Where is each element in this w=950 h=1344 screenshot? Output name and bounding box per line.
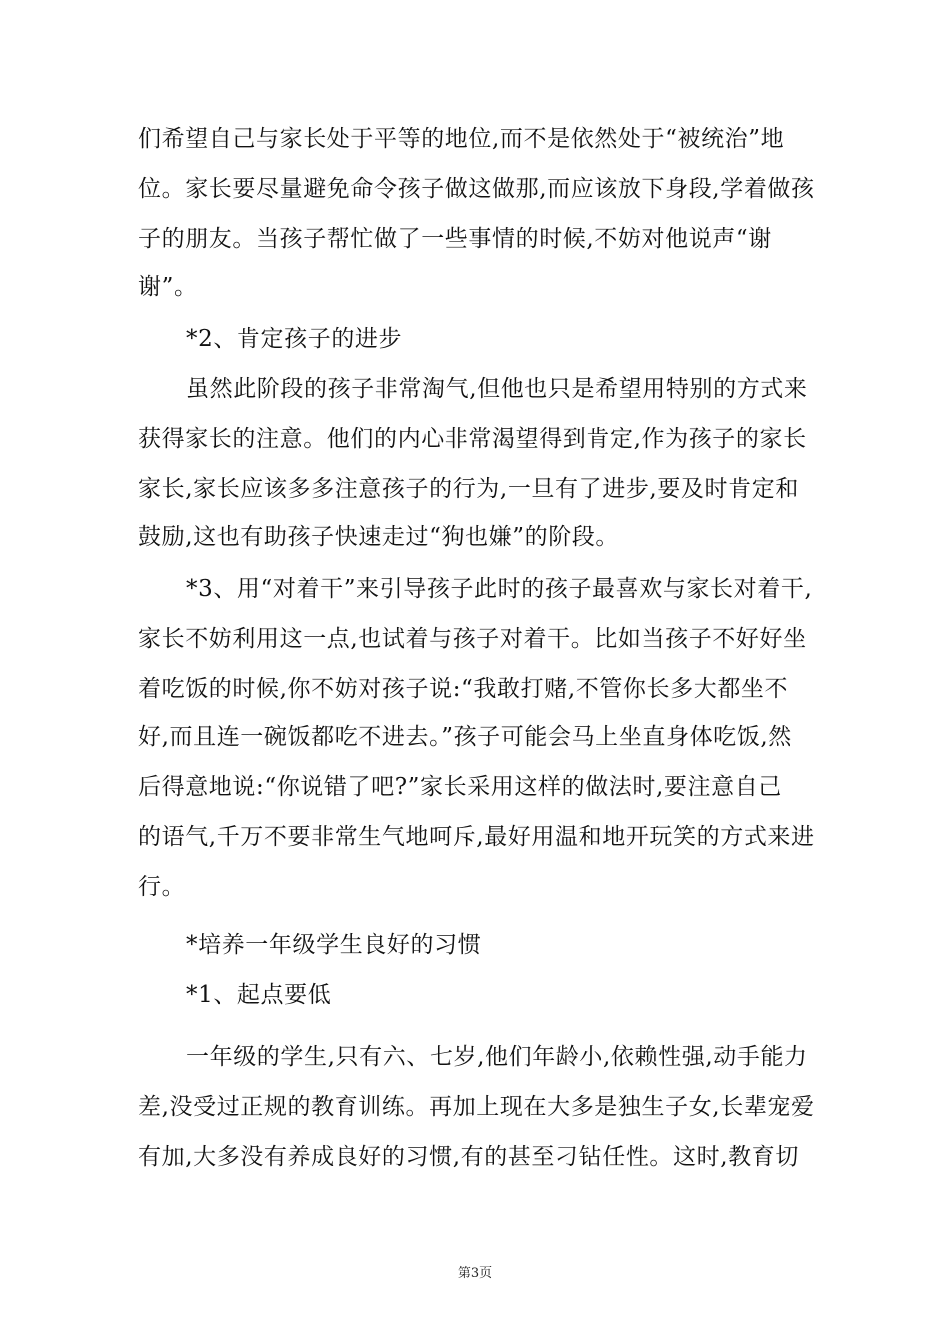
text-line: 获得家长的注意。他们的内心非常渴望得到肯定,作为孩子的家长 — [138, 426, 807, 452]
text-line: 好,而且连一碗饭都吃不进去。”孩子可能会马上坐直身体吃饭,然 — [138, 724, 792, 750]
section-heading: *培养一年级学生良好的习惯 — [186, 932, 482, 958]
text-line: 谢”。 — [138, 274, 198, 300]
text-line: 一年级的学生,只有六、七岁,他们年龄小,依赖性强,动手能力 — [186, 1044, 808, 1070]
text-line: 的语气,千万不要非常生气地呵斥,最好用温和地开玩笑的方式来进 — [138, 824, 815, 850]
text-line: 虽然此阶段的孩子非常淘气,但他也只是希望用特别的方式来 — [186, 376, 808, 402]
page-number: 第3页 — [457, 1266, 493, 1281]
section-heading: *2、肯定孩子的进步 — [186, 326, 403, 352]
text-line: 着吃饭的时候,你不妨对孩子说:“我敢打赌,不管你长多大都坐不 — [138, 676, 789, 702]
text-line: 鼓励,这也有助孩子快速走过“狗也嫌”的阶段。 — [138, 524, 620, 550]
text-line: 家长,家长应该多多注意孩子的行为,一旦有了进步,要及时肯定和 — [138, 476, 799, 502]
text-line: 有加,大多没有养成良好的习惯,有的甚至刁钻任性。这时,教育切 — [138, 1144, 799, 1170]
text-line: 后得意地说:“你说错了吧?”家长采用这样的做法时,要注意自己 — [138, 774, 782, 800]
text-line: 行。 — [138, 874, 186, 900]
text-line: 差,没受过正规的教育训练。再加上现在大多是独生子女,长辈宠爱 — [138, 1094, 815, 1120]
text-line: 位。家长要尽量避免命令孩子做这做那,而应该放下身段,学着做孩 — [138, 176, 815, 202]
text-line: 们希望自己与家长处于平等的地位,而不是依然处于“被统治”地 — [138, 126, 785, 152]
text-line: 子的朋友。当孩子帮忙做了一些事情的时候,不妨对他说声“谢 — [138, 226, 772, 252]
section-heading: *3、用“对着干”来引导孩子此时的孩子最喜欢与家长对着干, — [186, 576, 813, 602]
text-line: 家长不妨利用这一点,也试着与孩子对着干。比如当孩子不好好坐 — [138, 626, 807, 652]
section-heading: *1、起点要低 — [186, 982, 332, 1008]
